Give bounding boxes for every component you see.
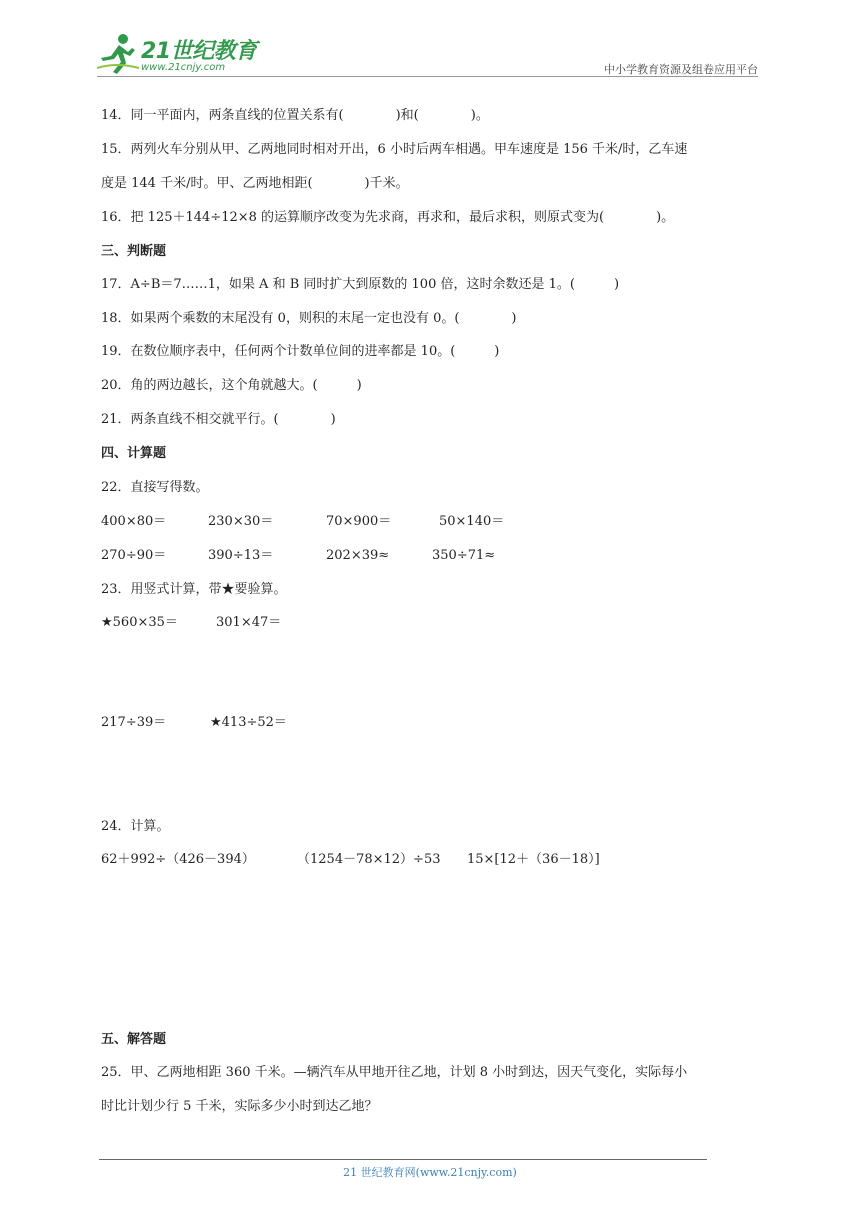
question-20: 20．角的两边越长，这个角就越大。( ) [101, 378, 362, 393]
question-21: 21．两条直线不相交就平行。( ) [101, 412, 336, 427]
question-22: 22．直接写得数。 [101, 480, 209, 495]
brand-url: www.21cnjy.com [141, 62, 226, 73]
brand-name: 21世纪教育 [141, 39, 257, 64]
platform-name: 中小学教育资源及组卷应用平台 [604, 63, 758, 76]
section-3-heading: 三、判断题 [101, 244, 167, 259]
q22-item: 270÷90＝ [101, 548, 167, 563]
runner-icon [97, 32, 139, 76]
page-header [97, 28, 758, 80]
q23-item: 301×47＝ [216, 615, 282, 630]
q24-item: 15×[12＋（36－18）] [467, 852, 600, 867]
question-14: 14．同一平面内，两条直线的位置关系有( )和( )。 [101, 108, 489, 123]
question-19: 19．在数位顺序表中，任何两个计数单位间的进率都是 10。( ) [101, 344, 500, 359]
section-5-heading: 五、解答题 [101, 1032, 167, 1047]
footer-divider [99, 1159, 707, 1160]
question-16: 16．把 125＋144÷12×8 的运算顺序改变为先求商，再求和，最后求积，则原式变为( )。 [101, 210, 675, 225]
question-15-line-1: 15．两列火车分别从甲、乙两地同时相对开出，6 小时后两车相遇。甲车速度是 156 千米/时，乙车速 [101, 142, 688, 157]
question-23: 23．用竖式计算，带★要验算。 [101, 582, 287, 597]
question-25-line-2: 时比计划少行 5 千米，实际多少小时到达乙地？ [101, 1099, 378, 1114]
footer-link[interactable]: 21 世纪教育网(www.21cnjy.com) [343, 1166, 517, 1179]
q24-item: （1254－78×12）÷53 [297, 852, 441, 867]
q22-item: 390÷13＝ [208, 548, 274, 563]
q22-item: 400×80＝ [101, 514, 167, 529]
q22-item: 230×30＝ [208, 514, 274, 529]
brand-logo [97, 32, 267, 76]
question-15-line-2: 度是 144 千米/时。甲、乙两地相距( )千米。 [101, 176, 409, 191]
question-25-line-1: 25．甲、乙两地相距 360 千米。—辆汽车从甲地开往乙地，计划 8 小时到达，因天气变化，实际每小 [101, 1065, 688, 1080]
q23-item: ★413÷52＝ [210, 715, 287, 730]
q22-item: 70×900＝ [326, 514, 392, 529]
q24-item: 62＋992÷（426－394） [101, 852, 255, 867]
q22-item: 50×140＝ [439, 514, 505, 529]
question-18: 18．如果两个乘数的末尾没有 0，则积的末尾一定也没有 0。( ) [101, 311, 517, 326]
q23-item: 217÷39＝ [101, 715, 167, 730]
q22-item: 350÷71≈ [432, 548, 496, 563]
header-divider [97, 76, 758, 77]
q23-item: ★560×35＝ [101, 615, 178, 630]
question-17: 17．A÷B＝7……1，如果 A 和 B 同时扩大到原数的 100 倍，这时余数还是 1。( ) [101, 277, 620, 292]
q22-item: 202×39≈ [326, 548, 390, 563]
section-4-heading: 四、计算题 [101, 446, 167, 461]
question-24: 24．计算。 [101, 819, 170, 834]
